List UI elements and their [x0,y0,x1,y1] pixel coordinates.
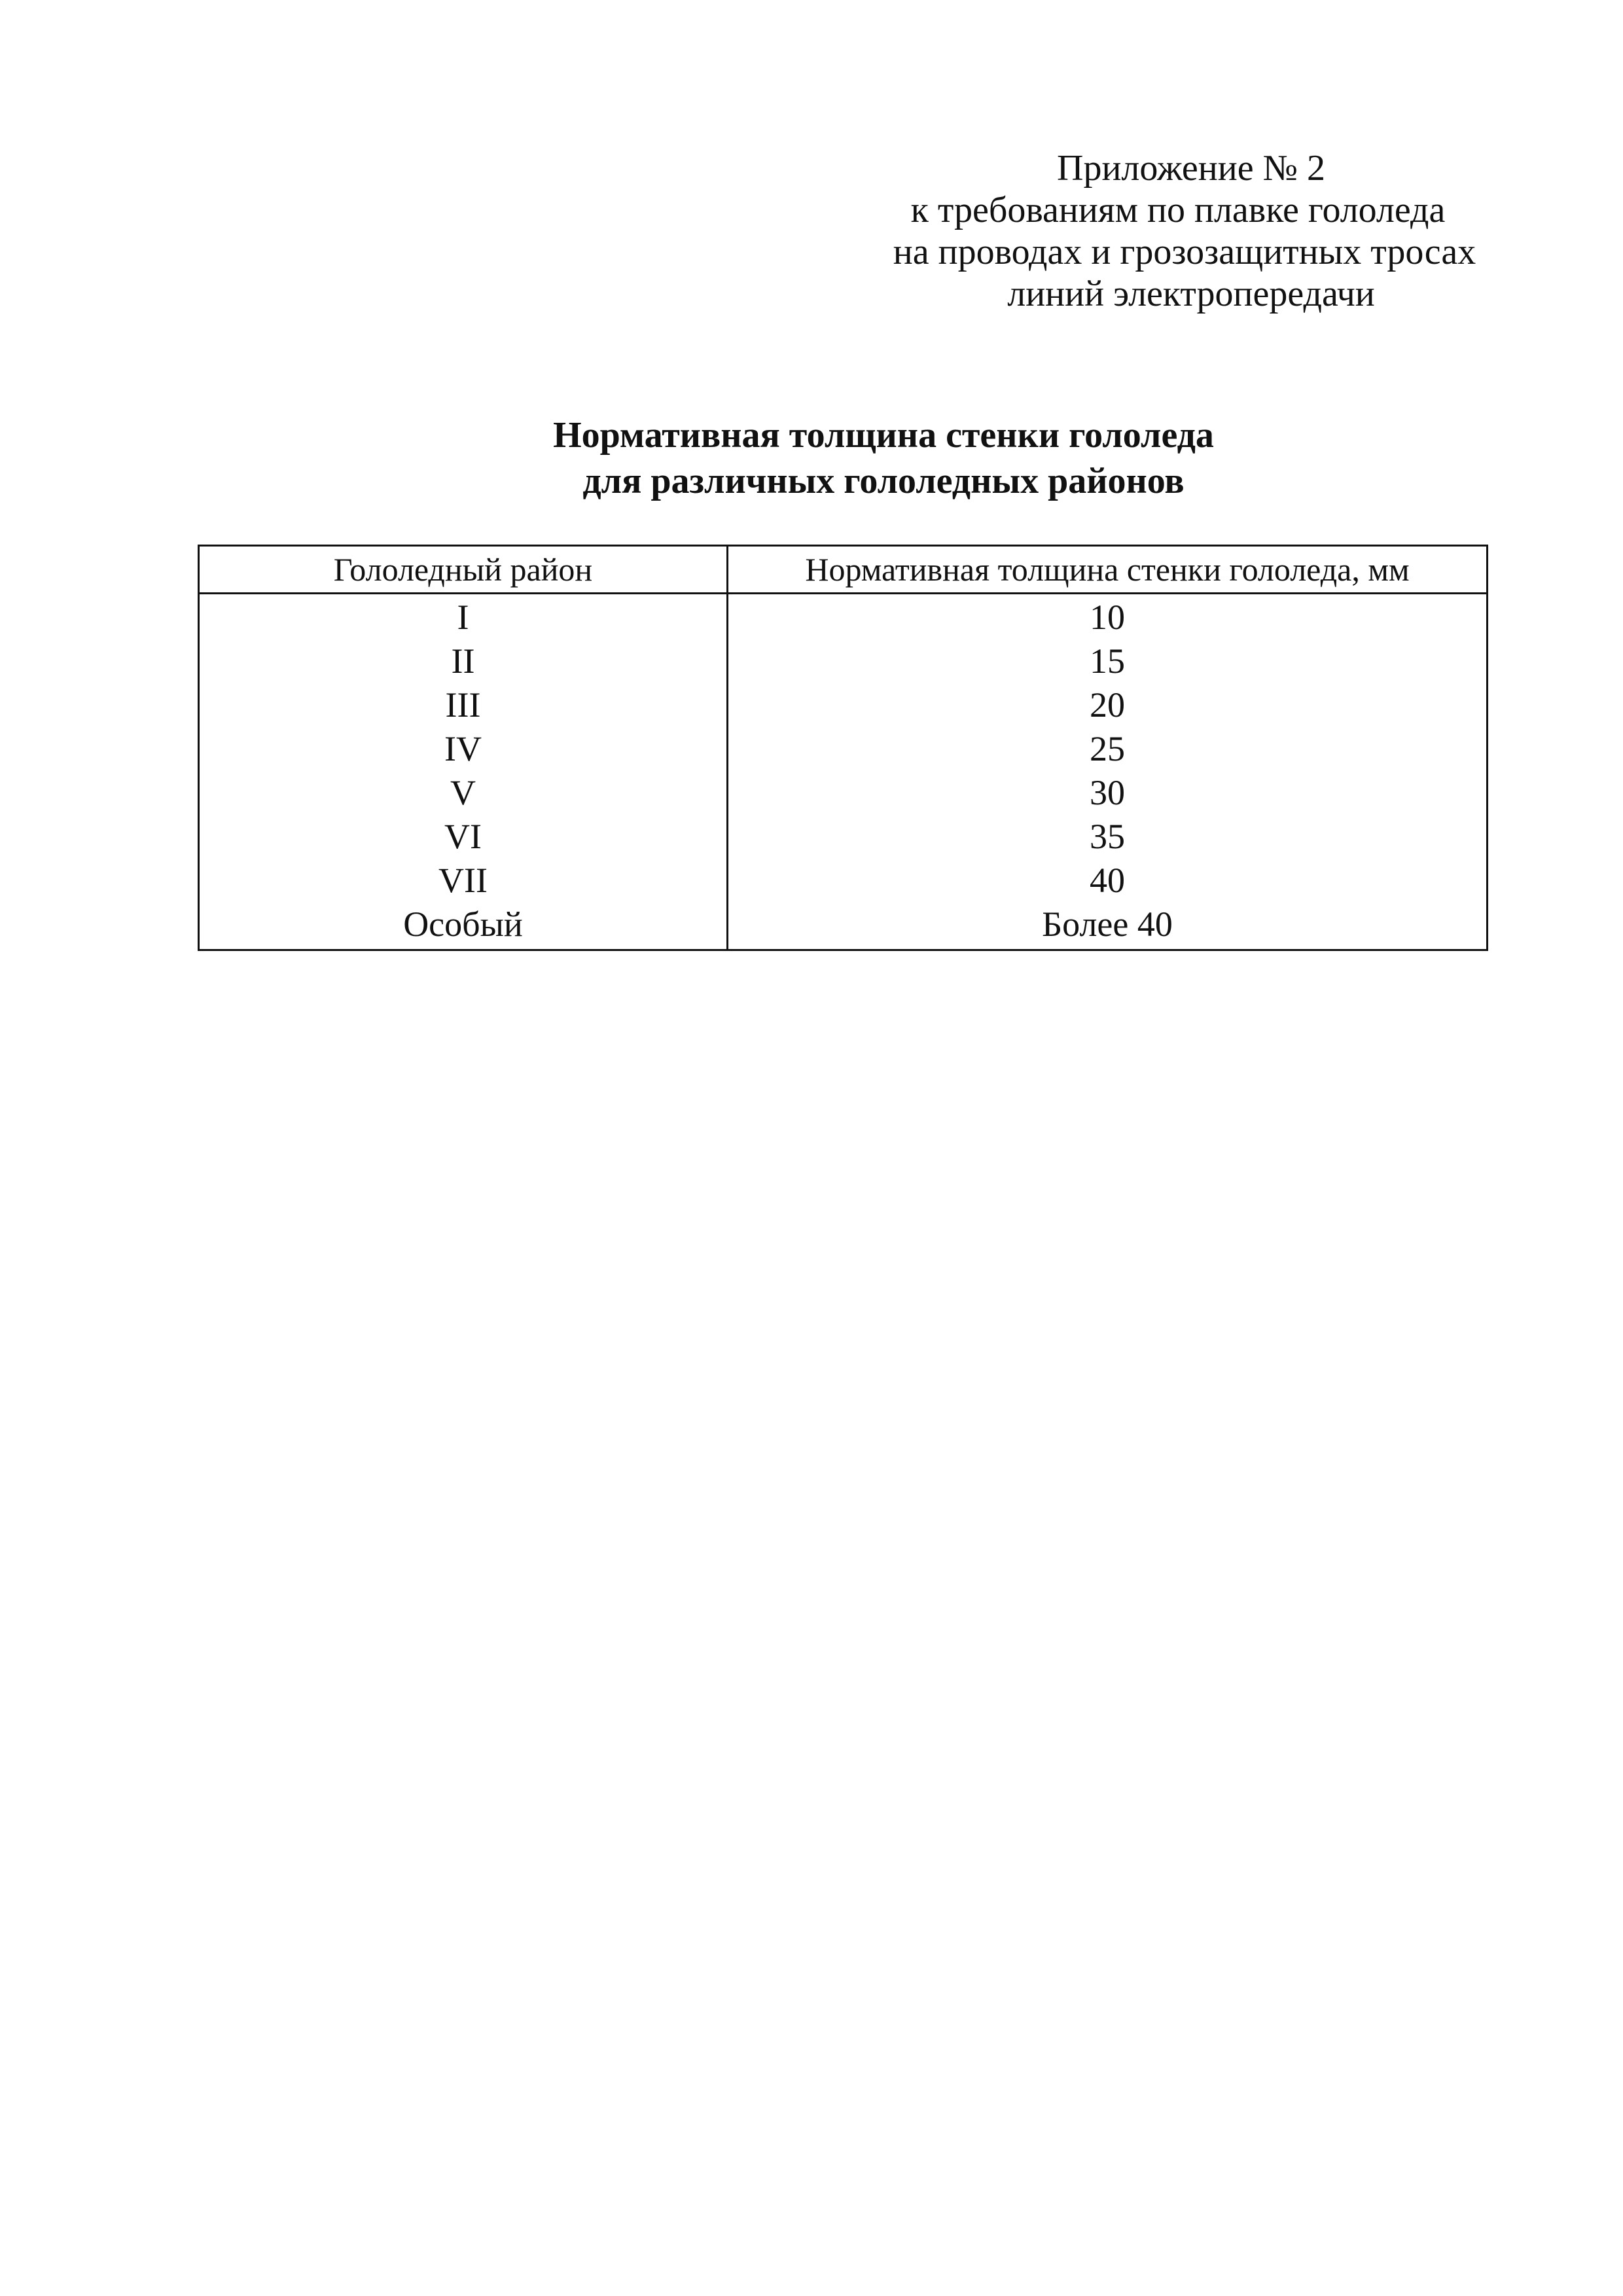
table-body [200,594,1486,949]
column-header-thickness: Нормативная толщина стенки гололеда, мм [805,551,1410,588]
appendix-number: Приложение № 2 [1057,148,1325,188]
appendix-reference-line: линий электропередачи [1007,274,1375,314]
table-cell-region: V [450,773,476,812]
table-cell-thickness: 25 [1090,729,1125,768]
column-header-region: Гололедный район [200,547,728,592]
page-title [216,412,1551,504]
table-cell-region: VI [444,817,482,856]
table-cell-region: Особый [403,905,523,944]
table-cell-region: IV [444,729,482,768]
table-cell-region: I [457,598,469,637]
table-cell-thickness: 30 [1090,773,1125,812]
table-cell-region: VII [438,861,488,900]
appendix-reference-line: к требованиям по плавке гололеда [910,190,1446,230]
table-cell-thickness: 15 [1090,641,1125,681]
table-cell-thickness: 20 [1090,685,1125,725]
ice-thickness-table [198,545,1488,951]
table-cell-region: II [451,641,475,681]
table-cell-thickness: Более 40 [1042,905,1173,944]
title-line: Нормативная толщина стенки гололеда [553,415,1214,456]
table-cell-region: III [445,685,481,725]
table-header-row [200,547,1486,594]
table-cell-thickness: 35 [1090,817,1125,856]
table-cell-thickness: 10 [1090,598,1125,637]
appendix-reference-line: на проводах и грозозащитных тросах [893,232,1476,272]
region-column [200,594,728,949]
table-cell-thickness: 40 [1090,861,1125,900]
appendix-header [851,147,1505,315]
thickness-column [728,594,1486,949]
title-line: для различных гололедных районов [582,461,1185,501]
